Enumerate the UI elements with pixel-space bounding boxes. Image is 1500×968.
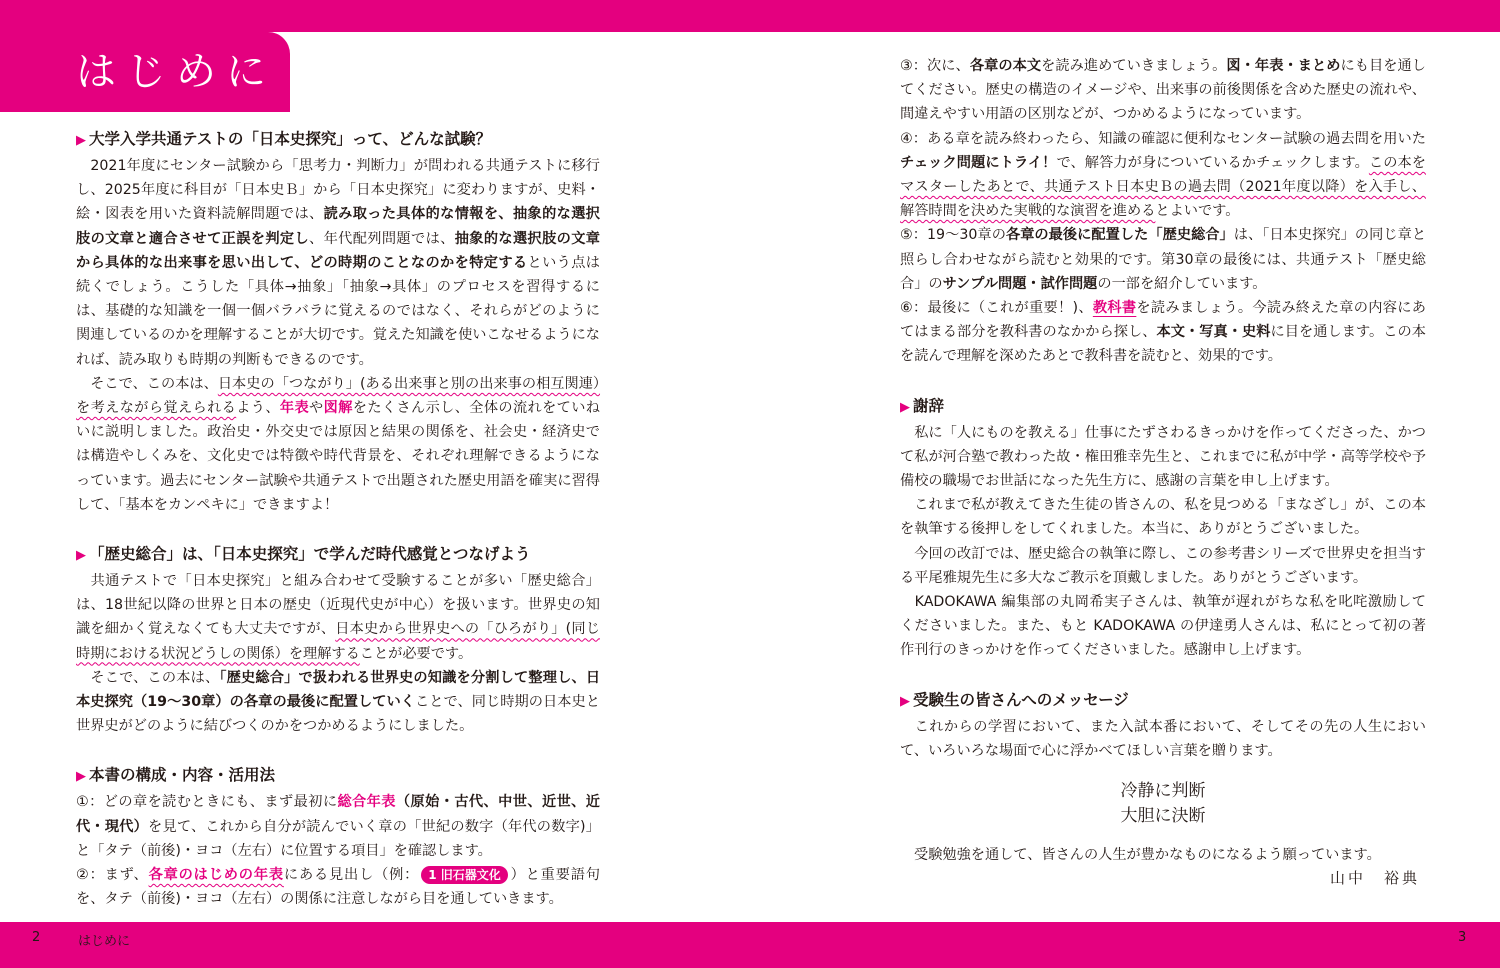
- paragraph: 私に「人にものを教える」仕事にたずさわるきっかけを作ってくださった、かつて私が河合塾で教わった故・権田雅幸先生と、これまでに私が中学・高等学校や予備校の職場でお世話になった先生方に、感謝の言葉を申し上げます。: [900, 424, 1426, 490]
- list-item: ⑥：最後に（これが重要！)、教科書を読みましょう。今読み終えた章の内容にあてはまる部分を教科書のなかから探し、本文・写真・史料に目を通します。この本を読んで理解を深めたあとで教科書を読むと、効果的です。: [900, 300, 1426, 365]
- paragraph: KADOKAWA 編集部の丸岡希実子さんは、執筆が遅れがちな私を叱咤激励してくださいました。また、もと KADOKAWA の伊達勇人さんは、私にとって初の著作刊行のきっかけを作ってくださいました。感謝申し上げます。: [900, 594, 1426, 659]
- paragraph: これまで私が教えてきた生徒の皆さんの、私を見つめる「まなざし」が、この本を執筆する後押しをしてくれました。本当に、ありがとうございました。: [900, 497, 1426, 538]
- page-number-left: 2: [32, 930, 41, 945]
- section-heading: ▶ 「歴史総合」は、「日本史探究」で学んだ時代感覚とつなげよう: [76, 545, 531, 564]
- page-number-right: 3: [1458, 930, 1467, 945]
- section-heading: ▶ 大学入学共通テストの「日本史探究」って、どんな試験？: [76, 130, 492, 148]
- motto-line: 大胆に決断: [1120, 806, 1206, 827]
- page-title: はじめに: [76, 49, 276, 95]
- motto-line: 冷静に判断: [1120, 781, 1206, 802]
- paragraph: これからの学習において、また入試本番において、そしてその先の人生において、いろいろな場面で心に浮かべてほしい言葉を贈ります。: [900, 718, 1426, 759]
- paragraph: 今回の改訂では、歴史総合の執筆に際し、この参考書シリーズで世界史を担当する平尾雅規先生に多大なご教示を頂戴しました。ありがとうございます。: [900, 545, 1426, 586]
- right-column: [900, 54, 1426, 889]
- triangle-bullet-icon: ▶: [900, 693, 910, 709]
- list-item: ④：ある章を読み終わったら、知識の確認に便利なセンター試験の過去問を用いたチェック問題にトライ！で、解答力が身についているかチェックします。この本をマスターしたあとで、共通テスト日本史Ｂの過去問（2021年度以降）を入手し、解答時間を決めた実戦的な演習を進めるとよいです。: [900, 130, 1426, 220]
- example-badge: 1 旧石器文化: [421, 866, 508, 884]
- triangle-bullet-icon: ▶: [76, 133, 86, 148]
- list-item: ⑤：19〜30章の各章の最後に配置した「歴史総合」は、「日本史探究」の同じ章と照らし合わせながら読むと効果的です。第30章の最後には、共通テスト「歴史総合」のサンプル問題・試作問題の一部を紹介しています。: [900, 227, 1427, 292]
- paragraph: 共通テストで「日本史探究」と組み合わせて受験することが多い「歴史総合」は、18世紀以降の世界と日本の歴史（近現代史が中心）を扱います。世界史の知識を細かく覚えなくても大丈夫ですが、日本史から世界史への「ひろがり」(同じ時期における状況どうしの関係）を理解することが必要です。: [76, 573, 600, 662]
- section-heading: ▶ 本書の構成・内容・活用法: [76, 766, 276, 785]
- list-item: ③：次に、各章の本文を読み進めていきましょう。図・年表・まとめにも目を通してください。歴史の構造のイメージや、出来事の前後関係を含めた歴史の流れや、間違えやすい用語の区別などが、つかめるようになっています。: [900, 58, 1426, 123]
- paragraph: そこで、この本は、日本史の「つながり」(ある出来事と別の出来事の相互関連）を考えながら覚えられるよう、年表や図解をたくさん示し、全体の流れをていねいに説明しました。政治史・外交史では原因と結果の関係を、社会史・経済史では構造やしくみを、文化史では特徴や時代背景を、それぞれ理解できるようになっています。過去にセンター試験や共通テストで出題された歴史用語を確実に習得して、「基本をカンペキに」できますよ！: [76, 375, 601, 513]
- paragraph: 2021年度にセンター試験から「思考力・判断力」が問われる共通テストに移行し、2025年度に科目が「日本史Ｂ」から「日本史探究」に変わりますが、史料・絵・図表を用いた資料読解問題では、読み取った具体的な情報を、抽象的な選択肢の文章と適合させて正誤を判定し、年代配列問題では、抽象的な選択肢の文章から具体的な出来事を思い出して、どの時期のことなのかを特定するという点は続くでしょう。こうした「具体→抽象」「抽象→具体」のプロセスを習得するには、基礎的な知識を一個一個バラバラに覚えるのではなく、それらがどのように関連しているのかを理解することが大切です。覚えた知識を使いこなせるようになれば、読み取りも時期の判断もできるのです。: [76, 158, 600, 368]
- list-item: ①：どの章を読むときにも、まず最初に総合年表（原始・古代、中世、近世、近代・現代）を見て、これから自分が読んでいく章の「世紀の数字（年代の数字)」と「タテ（前後)・ヨコ（左右）に位置する項目」を確認します。: [76, 794, 600, 859]
- running-head: はじめに: [78, 934, 131, 949]
- paragraph: そこで、この本は、「歴史総合」で扱われる世界史の知識を分割して整理し、日本史探究（19〜30章）の各章の最後に配置していくことで、同じ時期の日本史と世界史がどのように結びつくのかをつかめるようにしました。: [76, 669, 601, 735]
- list-item: ②：まず、各章のはじめの年表にある見出し（例： 1 旧石器文化 ）と重要語句を、タテ（前後)・ヨコ（左右）の関係に注意しながら目を通していきます。: [76, 867, 600, 908]
- section-heading: ▶ 受験生の皆さんへのメッセージ: [900, 690, 1129, 709]
- left-column: [76, 126, 600, 911]
- section-heading: ▶ 謝辞: [900, 396, 945, 415]
- closing-text: 受験勉強を通して、皆さんの人生が豊かなものになるよう願っています。: [914, 847, 1381, 864]
- triangle-bullet-icon: ▶: [76, 548, 86, 564]
- author-signature: 山中 裕典: [1329, 869, 1420, 888]
- motto: [900, 779, 1426, 829]
- triangle-bullet-icon: ▶: [76, 769, 86, 785]
- triangle-bullet-icon: ▶: [900, 399, 910, 415]
- bottom-accent-bar: [0, 922, 1500, 968]
- top-accent-bar: [0, 0, 1500, 32]
